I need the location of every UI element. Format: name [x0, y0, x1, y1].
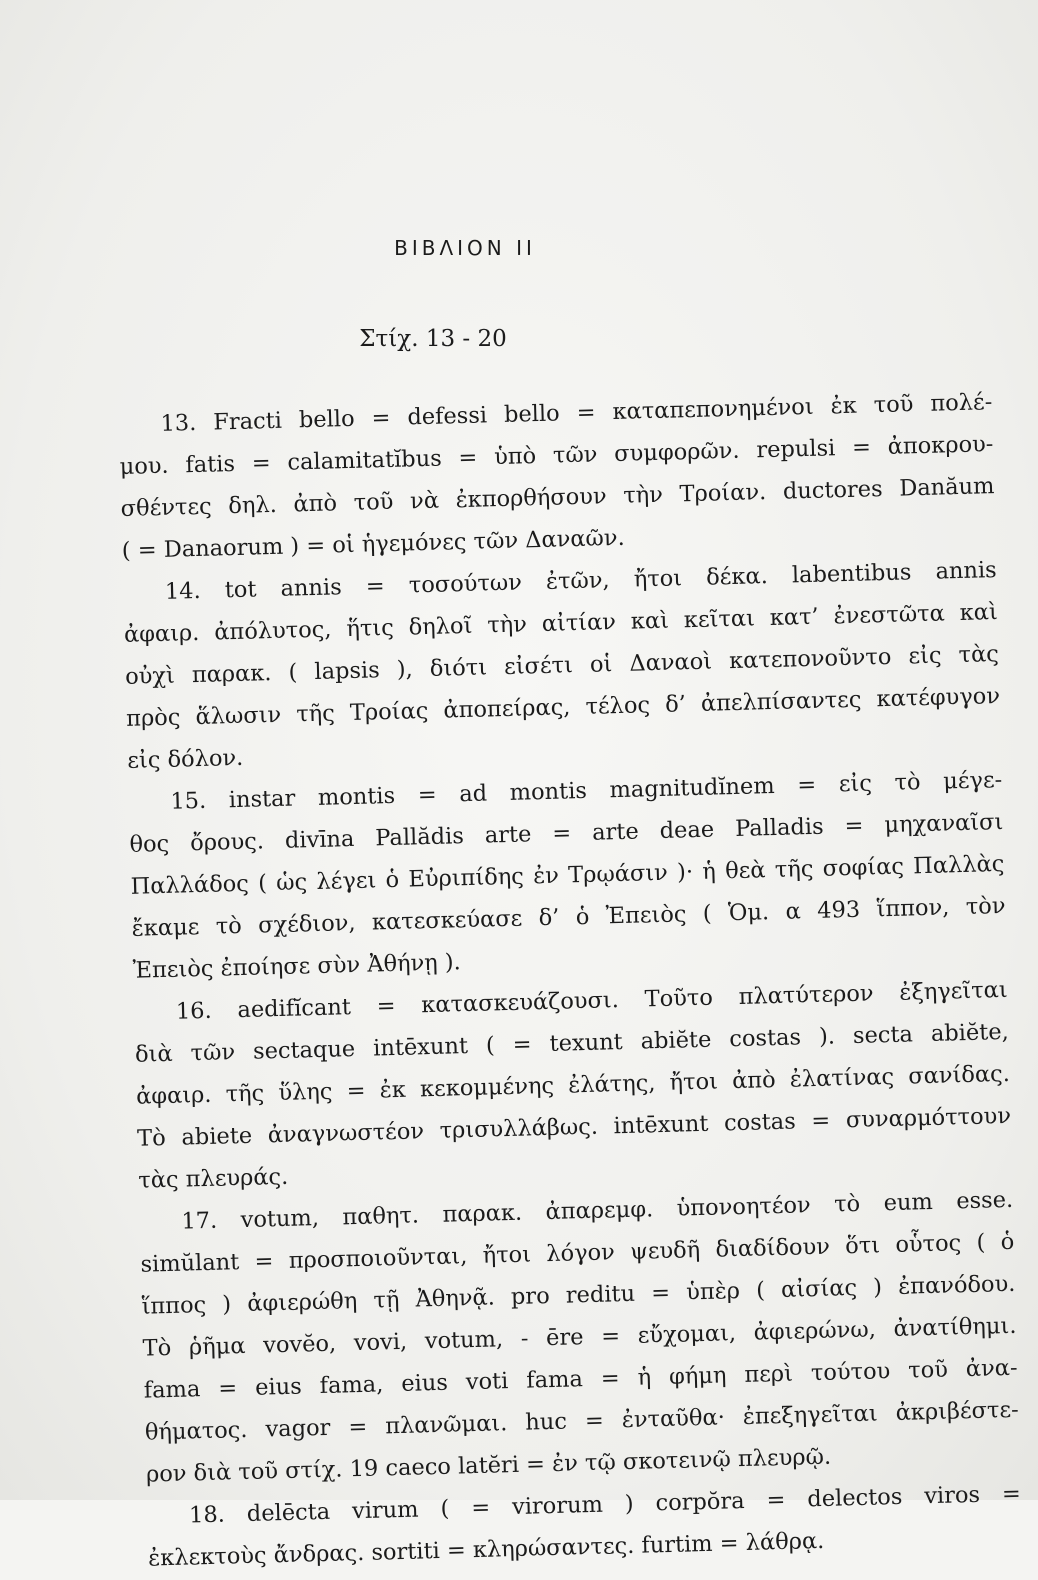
commentary-line: Τὸ abiete ἀναγνωστέον τρισυλλάβως. intēxunt costas = συναρμόττουν: [136, 1102, 1012, 1152]
commentary-line: Παλλάδος ( ὡς λέγει ὁ Εὐριπίδης ἐν Τρῳάσιν )· ἡ θεὰ τῆς σοφίας Παλλὰς: [130, 850, 1005, 900]
commentary-line: ( = Danaorum ) = οἱ ἡγεμόνες τῶν Δαναῶν.: [121, 524, 626, 564]
commentary-line: Ἐπειὸς ἐποίησε σὺν Ἀθήνῃ ).: [132, 949, 462, 984]
commentary-line: ἔκαμε τὸ σχέδιον, κατεσκεύασε δ’ ὁ Ἐπειὸς ( Ὁμ. α 493 ἵππον, τὸν: [131, 892, 1006, 942]
commentary-line: ἵππος ) ἀφιερώθη τῇ Ἀθηνᾷ. pro reditu = ὑπὲρ ( αἰσίας ) ἐπανόδου.: [141, 1270, 1016, 1320]
commentary-line: διὰ τῶν sectaque intēxunt ( = texunt abiĕte costas ). secta abiĕte,: [134, 1018, 1010, 1068]
commentary-line: simŭlant = προσποιοῦνται, ἤτοι λόγον ψευδῆ διαδίδουν ὅτι οὗτος ( ὁ: [140, 1228, 1015, 1278]
commentary-line: τὰς πλευράς.: [137, 1163, 289, 1194]
commentary-line: ἐκλεκτοὺς ἄνδρας. sortiti = κληρώσαντες. furtim = λάθρᾳ.: [147, 1527, 825, 1572]
commentary-line: 18. delēcta virum ( = virorum ) corpŏra = delectos viros =: [188, 1480, 1022, 1529]
commentary-line: ἀφαιρ. ἀπόλυτος, ἥτις δηλοῖ τὴν αἰτίαν καὶ κεῖται κατ’ ἐνεστῶτα καὶ: [123, 599, 999, 648]
verse-range-heading: Στίχ. 13 - 20: [359, 326, 507, 352]
commentary-line: θήματος. vagor = πλανῶμαι. huc = ἐνταῦθα· ἐπεξηγεῖται ἀκριβέστε-: [144, 1396, 1019, 1446]
commentary-line: fama = eius fama, eius voti fama = ἡ φήμη περὶ τούτου τοῦ ἀνα-: [143, 1354, 1018, 1404]
commentary-line: Τὸ ῥῆμα vovĕo, vovi, votum, - ēre = εὔχομαι, ἀφιερώνω, ἀνατίθημι.: [142, 1312, 1017, 1362]
commentary-line: σθέντες δηλ. ἀπὸ τοῦ νὰ ἐκπορθήσουν τὴν Τροίαν. ductores Danăum: [120, 473, 995, 522]
commentary-line: 13. Fracti bello = defessi bello = καταπεπονημένοι ἐκ τοῦ πολέ-: [160, 389, 993, 437]
commentary-line: πρὸς ἅλωσιν τῆς Τροίας ἀποπείρας, τέλος δ’ ἀπελπίσαντες κατέφυγον: [125, 683, 1001, 732]
commentary-line: ρον διὰ τοῦ στίχ. 19 caeco latĕri = ἐν τῷ σκοτεινῷ πλευρῷ.: [145, 1443, 832, 1488]
commentary-text: [118, 381, 1022, 1579]
commentary-line: οὐχὶ παρακ. ( lapsis ), διότι εἰσέτι οἱ Δαναοὶ κατεπονοῦντο εἰς τὰς: [124, 641, 1000, 690]
commentary-line: θος ὄρους. divīna Pallădis arte = arte deae Palladis = μηχαναῖσι: [129, 808, 1004, 858]
commentary-line: 15. instar montis = ad montis magnitudĭnem = εἰς τὸ μέγε-: [170, 766, 1003, 815]
commentary-line: 17. votum, παθητ. παρακ. ἀπαρεμφ. ὑπονοητέον τὸ eum esse.: [181, 1186, 1014, 1235]
commentary-line: ἀφαιρ. τῆς ὕλης = ἐκ κεκομμένης ἐλάτης, ἤτοι ἀπὸ ἐλατίνας σανίδας.: [135, 1060, 1011, 1110]
commentary-line: μου. fatis = calamitatĭbus = ὑπὸ τῶν συμφορῶν. repulsi = ἀποκρου-: [119, 431, 994, 480]
book-title: ΒΙΒΛΙΟΝ ΙΙ: [394, 236, 536, 260]
commentary-line: εἰς δόλον.: [127, 744, 244, 774]
commentary-line: 14. tot annis = τοσούτων ἐτῶν, ἤτοι δέκα. labentibus annis: [164, 557, 997, 605]
commentary-line: 16. aedifĭcant = κατασκευάζουσι. Τοῦτο πλατύτερον ἐξηγεῖται: [175, 976, 1008, 1025]
